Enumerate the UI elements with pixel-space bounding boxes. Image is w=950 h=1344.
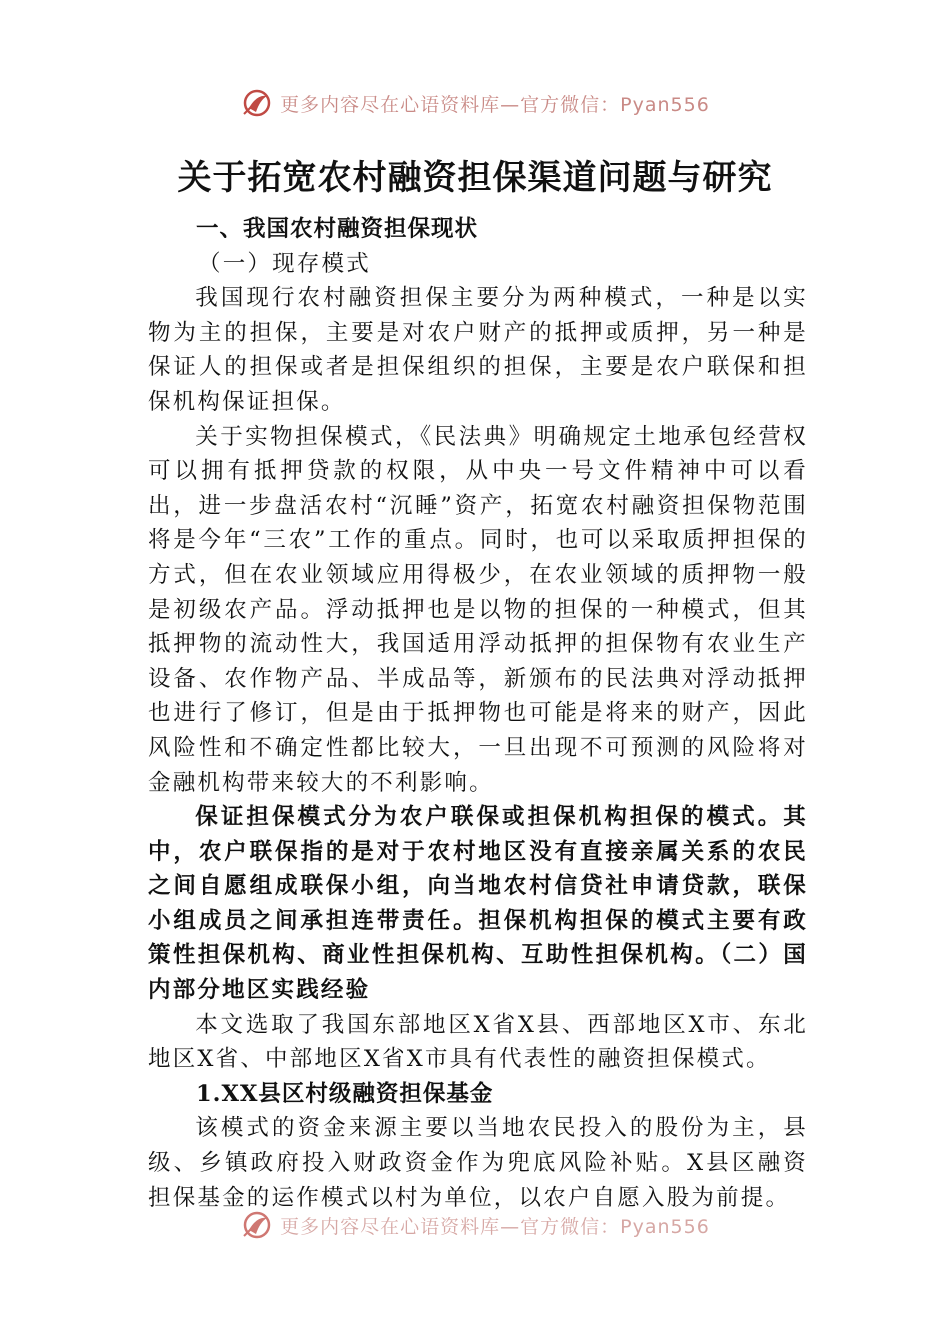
document-title: 关于拓宽农村融资担保渠道问题与研究	[177, 158, 773, 198]
section-heading: 一、我国农村融资担保现状	[196, 216, 479, 242]
subsection-heading-3: 1.XX县区村级融资担保基金	[196, 1080, 494, 1107]
watermark-text: 更多内容尽在心语资料库—官方微信：Pyan556	[280, 1215, 710, 1238]
watermark-header	[0, 86, 950, 120]
watermark-footer	[0, 1208, 950, 1242]
logo-icon	[240, 86, 274, 120]
paragraph-5: 该模式的资金来源主要以当地农民投入的股份为主，县级、乡镇政府投入财政资金作为兜底风险补贴。X县区融资担保基金的运作模式以村为单位，以农户自愿入股为前提。	[148, 1115, 808, 1211]
paragraph-4: 本文选取了我国东部地区X省X县、西部地区X市、东北地区X省、中部地区X省X市具有代表性的融资担保模式。	[148, 1011, 808, 1073]
logo-icon	[240, 1208, 274, 1242]
paragraph-1: 我国现行农村融资担保主要分为两种模式，一种是以实物为主的担保，主要是对农户财产的抵押或质押，另一种是保证人的担保或者是担保组织的担保，主要是农户联保和担保机构保证担保。	[148, 285, 808, 415]
watermark-text: 更多内容尽在心语资料库—官方微信：Pyan556	[280, 93, 710, 116]
subsection-heading: （一）现存模式	[198, 250, 371, 277]
paragraph-2: 关于实物担保模式，《民法典》明确规定土地承包经营权可以拥有抵押贷款的权限，从中央一号文件精神中可以看出，进一步盘活农村“沉睡”资产，拓宽农村融资担保物范围将是今年“三农”工作的重点。同时，也可以采取质押担保的方式，但在农业领域应用得极少，在农业领域的质押物一般是初级农产品。浮动抵押也是以物的担保的一种模式，但其抵押物的流动性大，我国适用浮动抵押的担保物有农业生产设备、农作物产品、半成品等，新颁布的民法典对浮动抵押也进行了修订，但是由于抵押物也可能是将来的财产，因此风险性和不确定性都比较大，一旦出现不可预测的风险将对金融机构带来较大的不利影响。	[148, 423, 808, 796]
paragraph-3: 保证担保模式分为农户联保或担保机构担保的模式。其中，农户联保指的是对于农村地区没有直接亲属关系的农民之间自愿组成联保小组，向当地农村信贷社申请贷款，联保小组成员之间承担连带责任。担保机构担保的模式主要有政策性担保机构、商业性担保机构、互助性担保机构。（二）国内部分地区实践经验	[148, 804, 808, 1004]
document-body	[148, 212, 808, 1220]
